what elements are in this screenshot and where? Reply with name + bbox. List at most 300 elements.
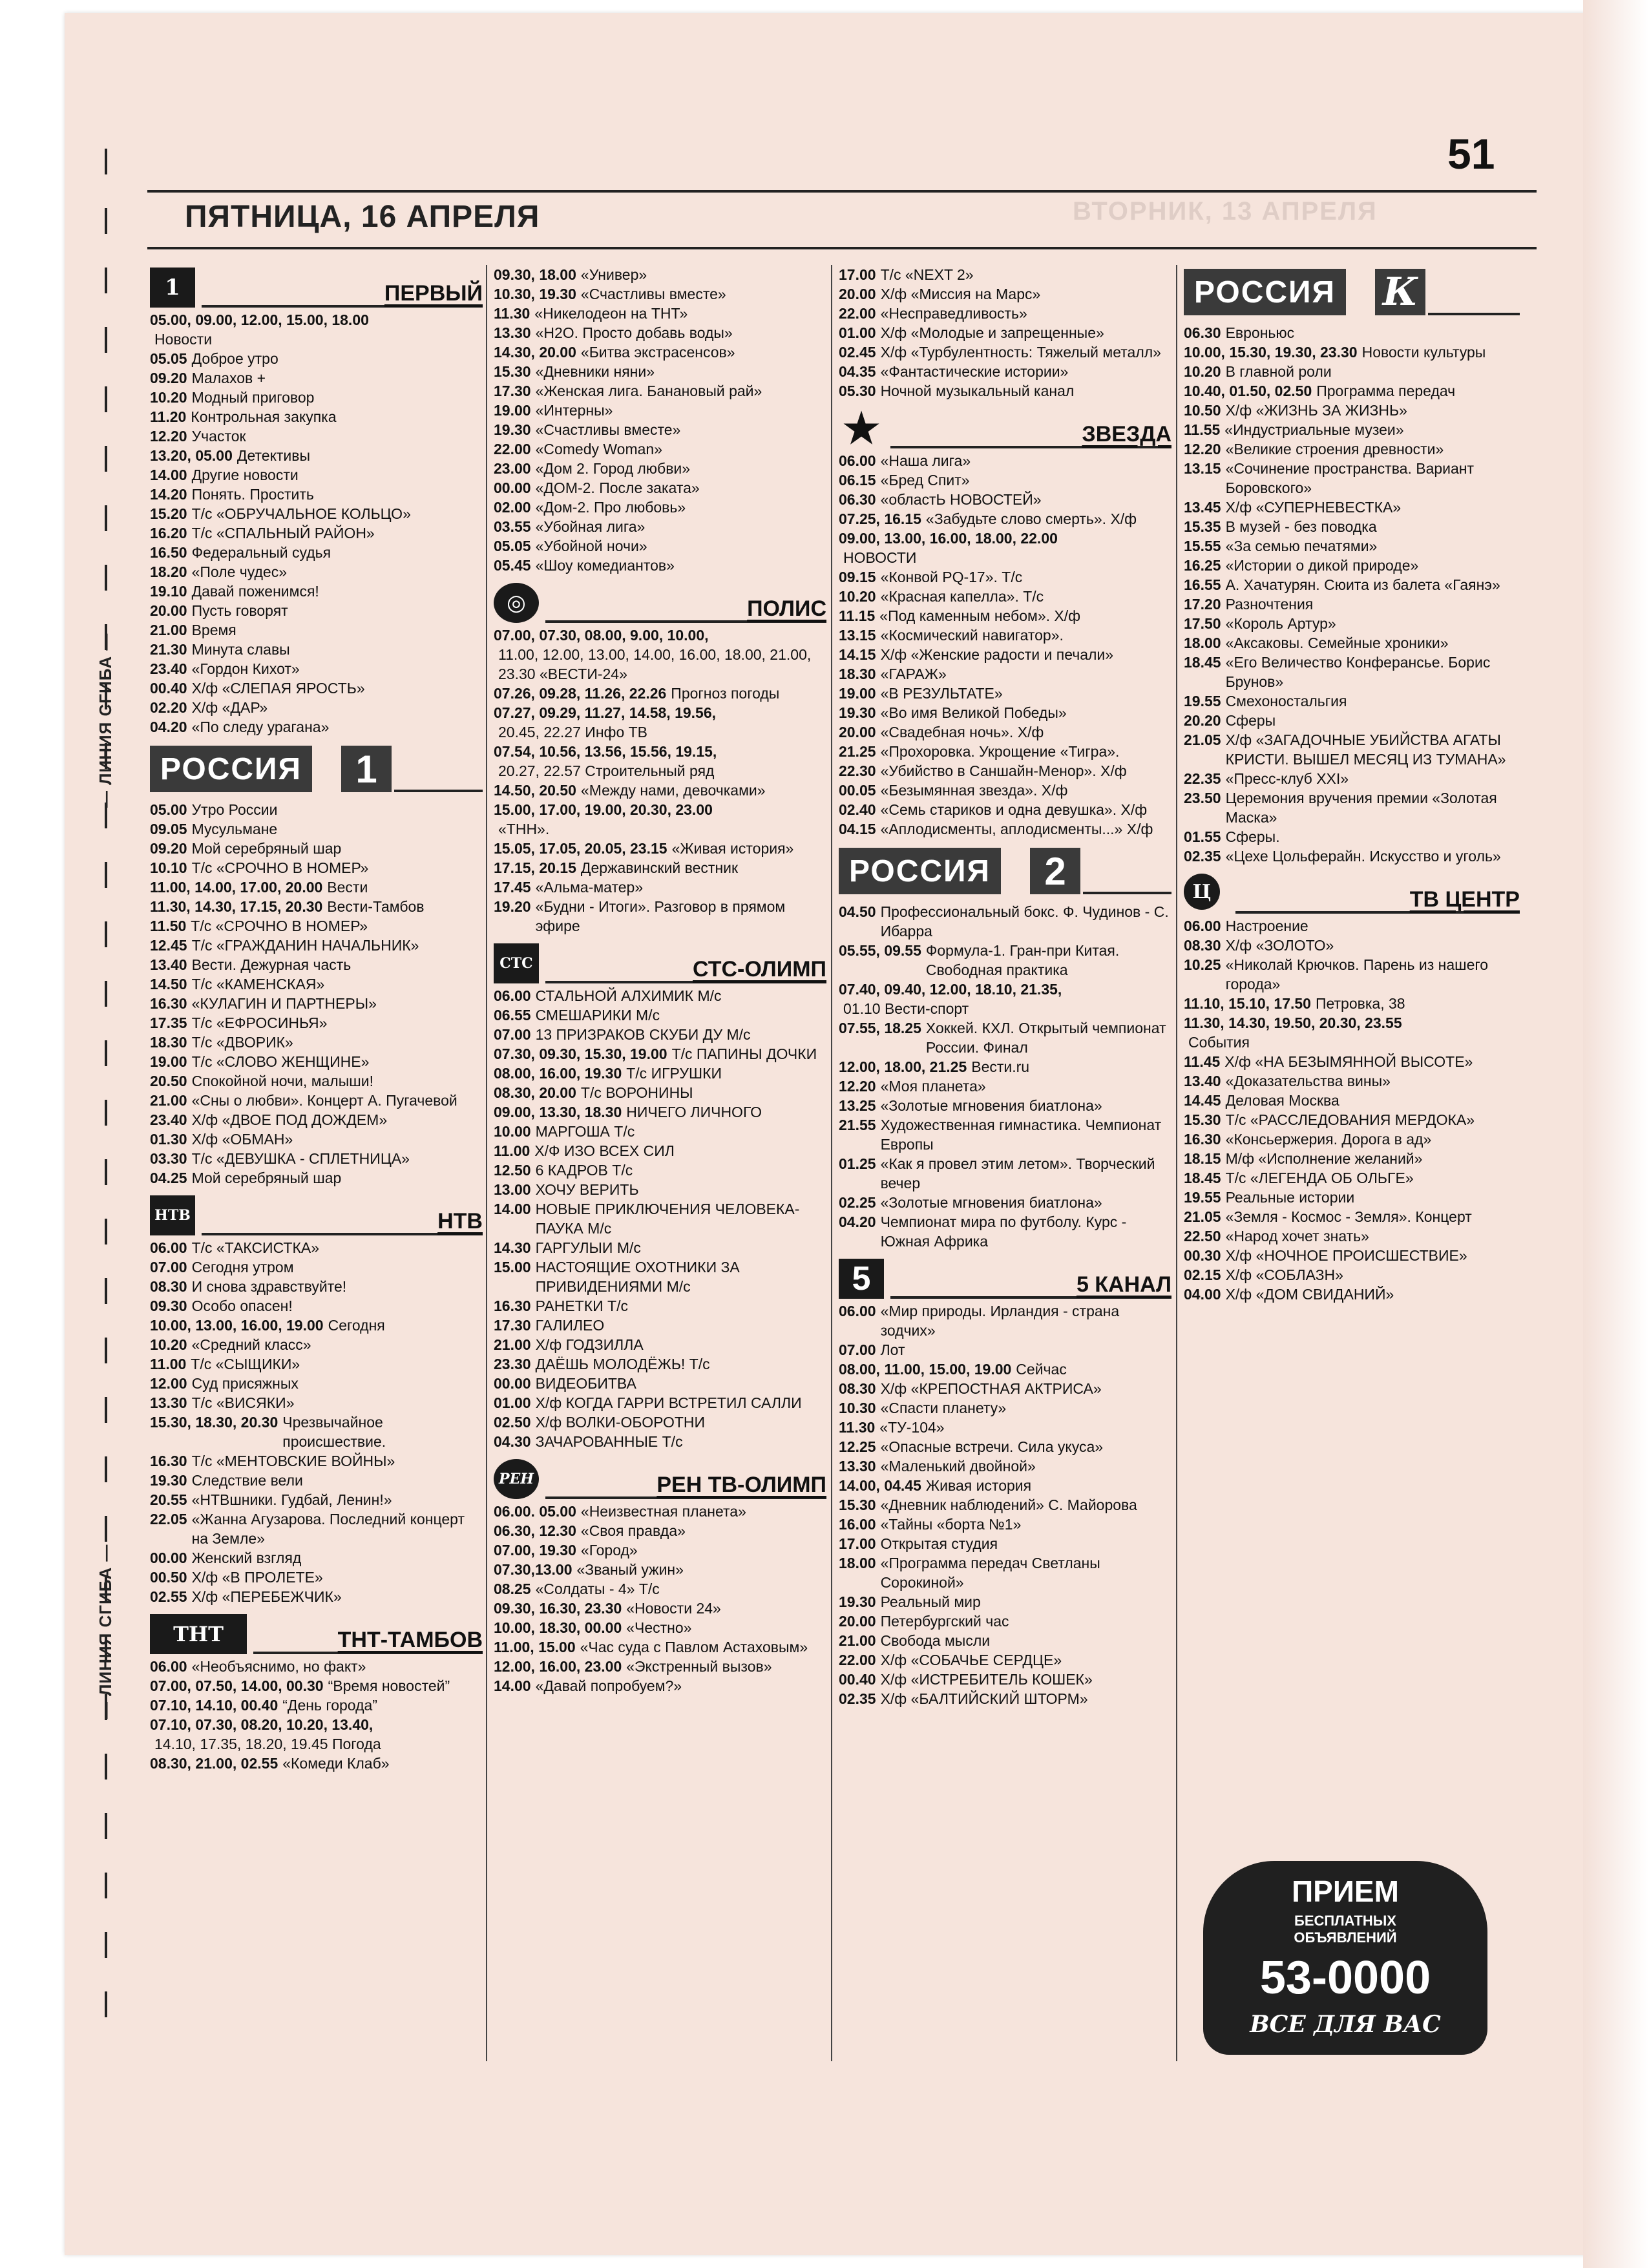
program-title: Вести-Тамбов <box>327 898 425 915</box>
program-time: 10.40, 01.50, 02.50 <box>1184 383 1312 399</box>
program-title: Детективы <box>236 447 311 464</box>
program-time: 04.25 <box>150 1170 187 1186</box>
program-time: 21.55 <box>839 1117 876 1133</box>
day-title: ПЯТНИЦА, 16 АПРЕЛЯ <box>185 200 540 234</box>
ad-phone-number: 53-0000 <box>1259 1952 1431 2004</box>
program-time: 21.00 <box>150 622 187 638</box>
program-title: Реальный мир <box>880 1593 981 1610</box>
program-entry <box>494 1122 826 1141</box>
listing-column-4 <box>1184 265 1520 1309</box>
program-title: 11.00, 12.00, 13.00, 14.00, 16.00, 18.00, 21.00, 23.30 «ВЕСТИ-24» <box>498 646 812 682</box>
program-title <box>373 310 483 330</box>
program-time: 22.00 <box>494 441 531 457</box>
program-time: 15.30, 18.30, 20.30 <box>150 1414 278 1431</box>
program-time: 00.00 <box>494 479 531 496</box>
program-time: 19.30 <box>150 1472 187 1489</box>
program-entry <box>839 587 1171 606</box>
program-entry <box>494 1238 826 1257</box>
program-time: 15.30 <box>494 363 531 380</box>
program-entry <box>839 1360 1171 1379</box>
program-time: 22.05 <box>150 1511 187 1528</box>
program-entry <box>150 1754 483 1773</box>
program-entry <box>150 1374 483 1393</box>
program-entry <box>494 556 826 575</box>
program-entry <box>839 362 1171 381</box>
program-title: Т/с «РАССЛЕДОВАНИЯ МЕРДОКА» <box>1225 1111 1475 1128</box>
program-entry <box>150 1129 483 1149</box>
program-entry <box>839 1437 1171 1456</box>
channel-ren-continued <box>839 265 1171 401</box>
program-time: 16.00 <box>839 1516 876 1533</box>
program-time: 22.30 <box>839 762 876 779</box>
program-title: Сегодня <box>328 1317 385 1334</box>
program-title: «Город» <box>580 1542 638 1559</box>
program-entry <box>839 1379 1171 1398</box>
program-time: 07.00 <box>839 1341 876 1358</box>
program-entry <box>150 1316 483 1335</box>
program-entry <box>150 523 483 543</box>
program-entry <box>839 1340 1171 1360</box>
header-rule-top <box>147 190 1537 193</box>
program-time: 05.30 <box>839 383 876 399</box>
program-title: НАСТОЯЩИЕ ОХОТНИКИ ЗА ПРИВИДЕНИЯМИ М/с <box>535 1259 740 1295</box>
program-time: 18.00 <box>839 1555 876 1571</box>
program-entry <box>150 1412 483 1451</box>
program-title: «Золотые мгновения биатлона» <box>880 1097 1102 1114</box>
program-title: «Сочинение пространства. Вариант Боровского» <box>1225 460 1475 496</box>
program-title: «Во имя Великой Победы» <box>880 704 1067 721</box>
program-entry <box>839 1515 1171 1534</box>
program-title: «Как я провел этим летом». Творческий вечер <box>880 1155 1155 1192</box>
program-title: «По следу урагана» <box>191 719 330 735</box>
program-entry <box>1184 1285 1520 1304</box>
program-time: 06.00 <box>494 987 531 1004</box>
program-title: «Гордон Кихот» <box>191 660 300 677</box>
program-title: «Альма-матер» <box>535 879 644 896</box>
program-time: 15.20 <box>150 505 187 522</box>
schedule-list <box>150 1657 483 1773</box>
program-entry <box>150 601 483 620</box>
program-entry <box>839 703 1171 722</box>
program-title: Т/с «СРОЧНО В НОМЕР» <box>191 859 369 876</box>
program-entry <box>839 1612 1171 1631</box>
schedule-list <box>839 1301 1171 1708</box>
program-title: Х/ф «ДВОЕ ПОД ДОЖДЕМ» <box>191 1111 388 1128</box>
program-time: 22.35 <box>1184 770 1221 787</box>
program-entry <box>1184 1168 1520 1188</box>
program-entry <box>839 451 1171 470</box>
program-entry <box>1184 916 1520 936</box>
program-time: 20.55 <box>150 1491 187 1508</box>
program-time: 19.30 <box>494 421 531 438</box>
program-time: 10.30, 19.30 <box>494 286 576 302</box>
program-entry <box>494 1180 826 1199</box>
program-time: 11.50 <box>150 918 187 934</box>
program-time: 13.30 <box>494 324 531 341</box>
program-time: 09.00, 13.00, 16.00, 18.00, 22.00 <box>839 530 1058 547</box>
program-entry <box>494 858 826 877</box>
program-time: 10.00, 13.00, 16.00, 19.00 <box>150 1317 324 1334</box>
program-entry <box>494 1540 826 1560</box>
program-entry <box>839 1456 1171 1476</box>
program-time: 08.30 <box>150 1278 187 1295</box>
program-title: «КУЛАГИН И ПАРТНЕРЫ» <box>191 995 377 1012</box>
program-time: 07.40, 09.40, 12.00, 18.10, 21.35, <box>839 981 1062 998</box>
program-time: 02.35 <box>1184 848 1221 865</box>
schedule-list <box>1184 916 1520 1304</box>
program-title: «Мир природы. Ирландия - страна зодчих» <box>880 1303 1120 1339</box>
program-time: 23.00 <box>494 460 531 477</box>
fold-line-label-bottom: — ЛИНИЯ СГИБА — <box>96 1544 115 1719</box>
program-time: 17.15, 20.15 <box>494 859 576 876</box>
program-entry <box>494 304 826 323</box>
program-time: 23.50 <box>1184 790 1221 806</box>
program-entry <box>839 1096 1171 1115</box>
program-title: «В РЕЗУЛЬТАТЕ» <box>880 685 1003 702</box>
program-entry <box>839 1193 1171 1212</box>
program-entry <box>494 1432 826 1451</box>
program-title: Т/с «ВИСЯКИ» <box>191 1394 295 1411</box>
program-entry <box>1184 1129 1520 1149</box>
program-entry <box>494 1044 826 1064</box>
program-time: 07.25, 16.15 <box>839 510 921 527</box>
program-entry <box>839 980 1171 999</box>
program-time: 23.40 <box>150 660 187 677</box>
program-time: 08.25 <box>494 1580 531 1597</box>
program-time: 02.50 <box>494 1414 531 1431</box>
program-title: Петровка, 38 <box>1315 995 1405 1012</box>
program-entry <box>1184 1265 1520 1285</box>
program-entry <box>494 1005 826 1025</box>
program-entry <box>150 659 483 678</box>
program-entry <box>494 684 826 703</box>
kanal5-logo-icon: 5 <box>839 1259 884 1299</box>
program-title: Х/ф ВОЛКИ-ОБОРОТНИ <box>535 1414 706 1431</box>
program-entry <box>494 1521 826 1540</box>
program-time: 11.00 <box>150 1356 187 1372</box>
program-title: Лот <box>880 1341 905 1358</box>
program-entry <box>150 1509 483 1548</box>
program-title: Открытая студия <box>880 1535 998 1552</box>
program-title: «Индустриальные музеи» <box>1224 421 1404 438</box>
program-time: 09.20 <box>150 370 187 386</box>
program-entry <box>494 265 826 284</box>
program-time: 03.30 <box>150 1150 187 1167</box>
program-time: 15.30 <box>1184 1111 1221 1128</box>
program-title: Евроньюс <box>1225 324 1295 341</box>
program-title <box>721 742 826 761</box>
program-time: 00.05 <box>839 782 876 799</box>
program-time: 11.15 <box>839 607 876 624</box>
program-time: 07.00, 07.30, 08.00, 9.00, 10.00, <box>494 627 709 644</box>
program-entry <box>150 620 483 640</box>
program-title: Женский взгляд <box>191 1549 302 1566</box>
program-title: «Званый ужин» <box>576 1561 684 1578</box>
program-title: Х/ф «ОБМАН» <box>191 1131 293 1148</box>
schedule-list <box>150 1238 483 1606</box>
program-title: ГАЛИЛЕО <box>535 1317 605 1334</box>
program-time: 22.00 <box>839 305 876 322</box>
program-time: 23.30 <box>494 1356 531 1372</box>
program-time: 13.40 <box>150 956 187 973</box>
program-time: 21.25 <box>839 743 876 760</box>
program-time: 06.30 <box>1184 324 1221 341</box>
program-entry <box>839 1057 1171 1076</box>
program-entry <box>1184 459 1520 498</box>
channel-name: ЗВЕЗДА <box>1082 422 1171 446</box>
program-entry <box>150 1091 483 1110</box>
program-time: 15.55 <box>1184 538 1221 554</box>
kultura-logo: РОССИЯ <box>1184 269 1346 315</box>
schedule-list <box>839 451 1171 839</box>
program-entry <box>150 465 483 485</box>
program-title: Х/ф «Турбулентность: Тяжелый металл» <box>880 344 1161 361</box>
program-title: Х/ф «СОБАЧЬЕ СЕРДЦЕ» <box>880 1652 1062 1668</box>
program-time: 07.27, 09.29, 11.27, 14.58, 19.56, <box>494 704 717 721</box>
program-entry <box>150 1277 483 1296</box>
program-entry <box>1184 556 1520 575</box>
program-title: «Его Величество Конферансье. Борис Брунов» <box>1225 654 1491 690</box>
program-title: «Между нами, девочками» <box>580 782 766 799</box>
program-entry <box>1184 1071 1520 1091</box>
program-entry <box>839 1650 1171 1670</box>
program-time: 09.20 <box>150 840 187 857</box>
program-time: 06.00 <box>150 1658 187 1675</box>
program-entry <box>494 800 826 819</box>
program-entry <box>1184 594 1520 614</box>
program-title: А. Хачатурян. Сюита из балета «Гаянэ» <box>1225 576 1500 593</box>
column-divider <box>831 265 832 2061</box>
program-time: 15.30 <box>839 1496 876 1513</box>
program-entry <box>839 625 1171 645</box>
program-title: Пусть говорят <box>191 602 288 619</box>
program-time: 19.00 <box>494 402 531 419</box>
program-time: 00.00 <box>494 1375 531 1392</box>
program-time: 08.00, 16.00, 19.30 <box>494 1065 622 1082</box>
program-title: Т/с «СЫЩИКИ» <box>191 1356 300 1372</box>
program-time: 04.20 <box>839 1213 876 1230</box>
program-title <box>377 1715 483 1734</box>
program-title: Т/с «СПАЛЬНЫЙ РАЙОН» <box>191 525 375 541</box>
program-entry <box>494 323 826 342</box>
program-time: 10.20 <box>150 389 187 406</box>
program-title: Свобода мысли <box>880 1632 991 1649</box>
program-entry <box>1184 633 1520 653</box>
program-entry <box>839 684 1171 703</box>
program-time: 06.00 <box>1184 918 1221 934</box>
program-time: 02.00 <box>494 499 531 516</box>
program-title: «Счастливы вместе» <box>535 421 681 438</box>
program-time: 15.00, 17.00, 19.00, 20.30, 23.00 <box>494 801 713 818</box>
pervy-logo-icon: 1 <box>150 268 195 308</box>
program-title <box>1062 529 1171 548</box>
program-title: «ГАРАЖ» <box>880 666 947 682</box>
program-title: НОВЫЕ ПРИКЛЮЧЕНИЯ ЧЕЛОВЕКА-ПАУКА М/с <box>535 1201 800 1237</box>
channel-name: ПОЛИС <box>747 596 826 621</box>
program-entry <box>839 819 1171 839</box>
program-entry <box>1184 401 1520 420</box>
program-title: «Счастливы вместе» <box>580 286 726 302</box>
program-entry <box>494 897 826 936</box>
program-title: Художественная гимнастика. Чемпионат Европы <box>880 1117 1162 1153</box>
program-time: 08.30 <box>839 1380 876 1397</box>
program-time: 13.15 <box>1184 460 1221 477</box>
program-title: «Будни - Итоги». Разговор в прямом эфире <box>535 898 786 934</box>
program-title: «Николай Крючков. Парень из нашего города» <box>1225 956 1489 992</box>
program-entry <box>150 582 483 601</box>
program-title: Следствие вели <box>191 1472 303 1489</box>
program-entry <box>1184 536 1520 556</box>
channel-name: НТВ <box>437 1209 483 1234</box>
program-entry <box>1184 323 1520 342</box>
program-time: 07.00, 07.50, 14.00, 00.30 <box>150 1677 324 1694</box>
program-time: 10.10 <box>150 859 187 876</box>
program-entry <box>839 265 1171 284</box>
program-title: ВИДЕОБИТВА <box>535 1375 636 1392</box>
program-title: Х/ф «Миссия на Марс» <box>880 286 1041 302</box>
program-entry <box>150 1168 483 1188</box>
program-title: 20.27, 22.57 Строительный ряд <box>498 762 715 779</box>
rossiya1-logo: РОССИЯ <box>150 746 312 792</box>
program-entry <box>839 323 1171 342</box>
program-time: 02.15 <box>1184 1266 1221 1283</box>
program-title: “Время новостей” <box>328 1677 450 1694</box>
program-entry <box>150 698 483 717</box>
program-title: «Истории о дикой природе» <box>1225 557 1419 574</box>
program-entry <box>839 470 1171 490</box>
program-entry <box>150 426 483 446</box>
program-title: Х/ф «В ПРОЛЕТЕ» <box>191 1569 323 1586</box>
program-title: Программа передач <box>1316 383 1456 399</box>
program-time: 13.30 <box>839 1458 876 1475</box>
schedule-list <box>494 265 826 575</box>
program-entry <box>494 1618 826 1637</box>
program-title: «Жанна Агузарова. Последний концерт на Земле» <box>191 1511 465 1547</box>
program-title: Т/с «ГРАЖДАНИН НАЧАЛЬНИК» <box>191 937 419 954</box>
program-entry <box>839 761 1171 781</box>
program-title: «Давай попробуем?» <box>535 1677 682 1694</box>
program-entry <box>150 1471 483 1490</box>
program-entry <box>494 781 826 800</box>
program-title: Реальные истории <box>1225 1189 1355 1206</box>
program-title: «Цехе Цольферайн. Искусство и уголь» <box>1225 848 1501 865</box>
program-entry <box>150 994 483 1013</box>
program-time: 06.00. 05.00 <box>494 1503 576 1520</box>
program-title: Настроение <box>1225 918 1308 934</box>
program-entry <box>494 1599 826 1618</box>
program-title: Мой серебряный шар <box>191 1170 342 1186</box>
program-time: 14.00, 04.45 <box>839 1477 921 1494</box>
polis-logo-icon: ◎ <box>494 583 539 623</box>
program-time: 14.50, 20.50 <box>494 782 576 799</box>
program-title: Вести. Дежурная часть <box>191 956 352 973</box>
program-entry <box>150 1587 483 1606</box>
program-title: Утро России <box>191 801 278 818</box>
program-time: 21.30 <box>150 641 187 658</box>
schedule-list <box>494 625 826 936</box>
program-title: Новости <box>154 331 213 348</box>
program-title: Т/с ВОРОНИНЫ <box>580 1084 693 1101</box>
program-entry <box>494 1393 826 1412</box>
program-title: «Экстренный вызов» <box>626 1658 772 1675</box>
program-title: «Народ хочет знать» <box>1225 1228 1369 1244</box>
program-entry <box>494 498 826 517</box>
program-entry <box>494 1676 826 1696</box>
program-time: 18.00 <box>1184 635 1221 651</box>
program-entry <box>494 478 826 498</box>
program-time: 20.20 <box>1184 712 1221 729</box>
program-title: МАРГОША Т/с <box>535 1123 635 1140</box>
program-time: 17.00 <box>839 1535 876 1552</box>
header-rule-bottom <box>147 247 1537 249</box>
channel-name: ТВ ЦЕНТР <box>1409 887 1520 912</box>
program-entry <box>150 1296 483 1316</box>
program-title: «Прохоровка. Укрощение «Тигра». <box>880 743 1120 760</box>
program-entry <box>839 381 1171 401</box>
program-time: 07.00 <box>150 1259 187 1276</box>
program-title: «Пресс-клуб XXI» <box>1225 770 1349 787</box>
program-time: 19.30 <box>839 704 876 721</box>
program-time: 02.40 <box>839 801 876 818</box>
program-time: 13.25 <box>839 1097 876 1114</box>
program-title: «Золотые мгновения биатлона» <box>880 1194 1102 1211</box>
program-entry <box>839 645 1171 664</box>
star-icon: ★ <box>843 404 880 453</box>
program-entry <box>150 1548 483 1568</box>
program-title: Профессиональный бокс. Ф. Чудинов - С. Ибарра <box>880 903 1169 940</box>
program-entry <box>839 490 1171 509</box>
program-entry <box>839 1154 1171 1193</box>
program-entry <box>494 1502 826 1521</box>
program-title: Х/ф «Женские радости и печали» <box>880 646 1114 663</box>
column-divider <box>486 265 487 2061</box>
program-entry <box>150 955 483 974</box>
program-time: 05.45 <box>494 557 531 574</box>
channel-ren <box>494 1456 826 1696</box>
program-entry <box>150 368 483 388</box>
program-time: 09.30, 16.30, 23.30 <box>494 1600 622 1617</box>
program-title: Т/с «ДВОРИК» <box>191 1034 293 1051</box>
program-time: 14.45 <box>1184 1092 1221 1109</box>
program-time: 02.20 <box>150 699 187 716</box>
program-title: Т/с «СЛОВО ЖЕНЩИНЕ» <box>191 1053 370 1070</box>
program-time: 17.35 <box>150 1014 187 1031</box>
program-entry <box>150 1110 483 1129</box>
program-title: «Комеди Клаб» <box>282 1755 390 1772</box>
program-title: «Несправедливость» <box>880 305 1027 322</box>
program-entry <box>1184 1110 1520 1129</box>
program-time: 09.05 <box>150 821 187 837</box>
program-entry <box>494 1316 826 1335</box>
program-entry <box>839 1495 1171 1515</box>
program-title: «Час суда с Павлом Астаховым» <box>580 1639 808 1655</box>
program-title <box>717 800 826 819</box>
program-time: 06.30, 12.30 <box>494 1522 576 1539</box>
program-time: 16.50 <box>150 544 187 561</box>
program-title: Чемпионат мира по футболу. Курс - Южная Африка <box>880 1213 1127 1250</box>
listing-column-1 <box>150 265 483 1778</box>
program-entry <box>150 446 483 465</box>
rossiya1-number-icon: 1 <box>337 746 392 792</box>
program-title: Х/ф «ДАР» <box>191 699 268 716</box>
program-title: События <box>1188 1034 1250 1051</box>
program-title <box>720 703 826 722</box>
program-time: 10.20 <box>839 588 876 605</box>
program-entry <box>1184 381 1520 401</box>
program-title: «Дом-2. Про любовь» <box>535 499 686 516</box>
program-time: 02.45 <box>839 344 876 361</box>
program-title: Время <box>191 622 236 638</box>
